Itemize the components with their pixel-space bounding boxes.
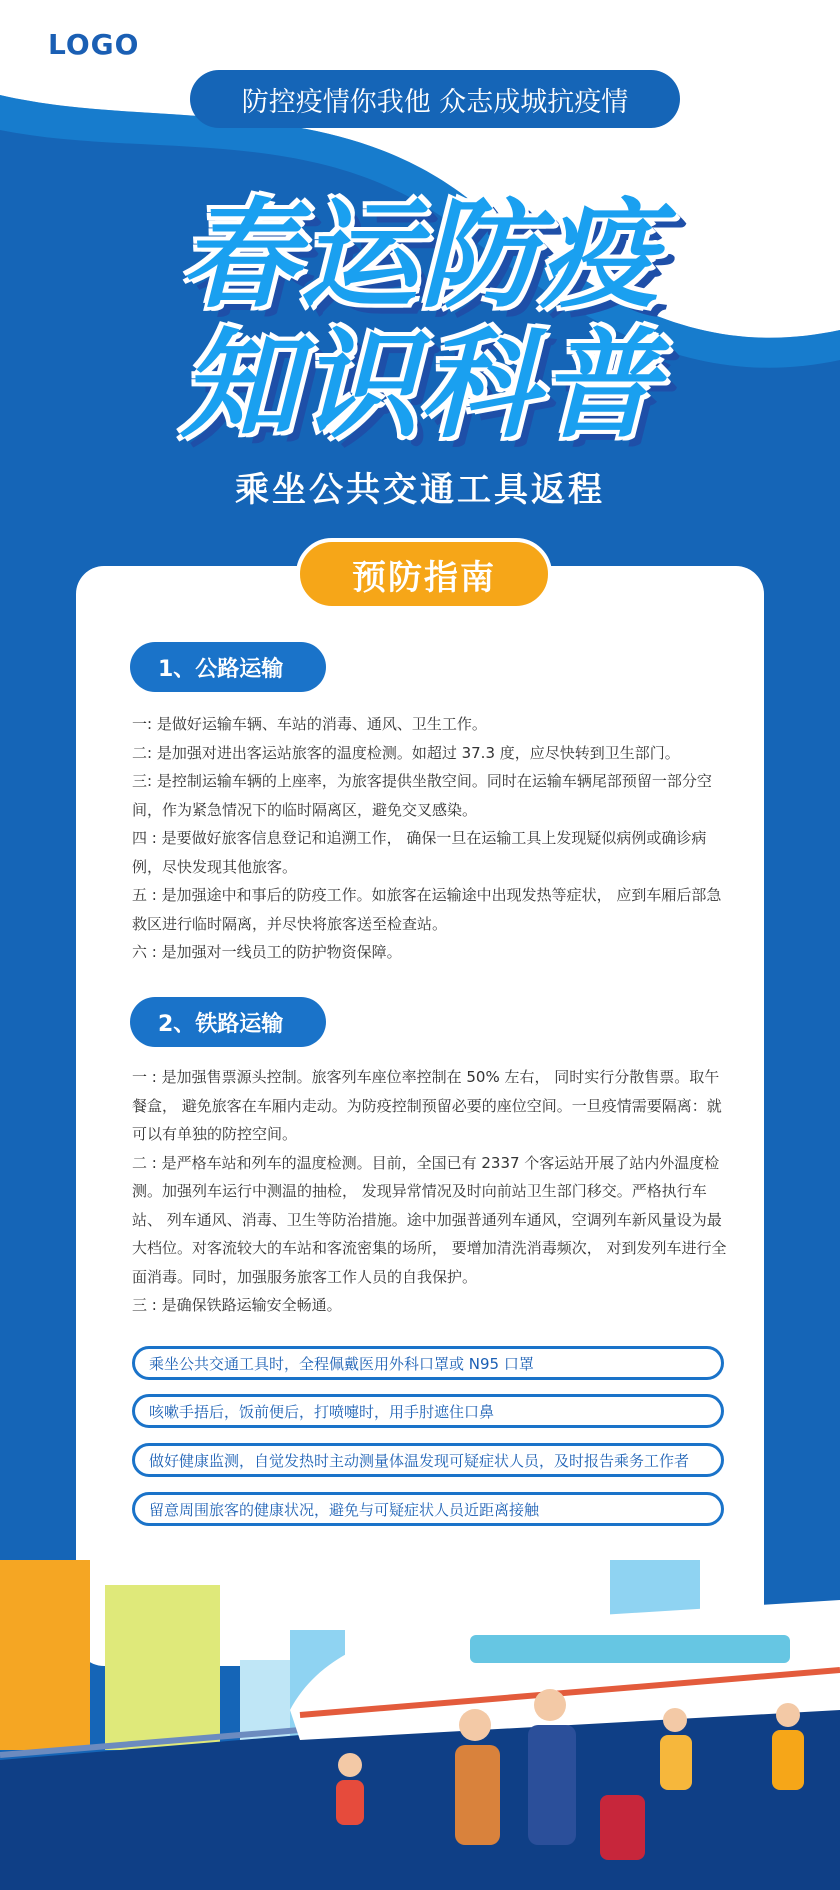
- suitcase: [600, 1795, 645, 1860]
- paragraph: 三 : 是确保铁路运输安全畅通。: [132, 1296, 342, 1314]
- tip-box-cough: 咳嗽手捂后，饭前便后，打喷嚏时，用手肘遮住口鼻: [132, 1394, 724, 1428]
- travel-scene-illustration: [0, 1540, 840, 1890]
- section-body-road: [132, 710, 730, 967]
- tip-box-distance: 留意周围旅客的健康状况，避免与可疑症状人员近距离接触: [132, 1492, 724, 1526]
- guide-label-badge: 预防指南: [296, 538, 552, 610]
- person-man: [534, 1689, 566, 1721]
- paragraph: 五 : 是加强途中和事后的防疫工作。如旅客在运输途中出现发热等症状， 应到车厢后部急救区进行临时隔离，并尽快将旅客送至检查站。: [132, 886, 722, 933]
- person-child: [336, 1780, 364, 1825]
- paragraph: 二 : 是严格车站和列车的温度检测。目前，全国已有 2337 个客运站开展了站内外温度检测。加强列车运行中测温的抽检， 发现异常情况及时向前站卫生部门移交。严格执行车站、 列车通风、消毒、卫生等防治措施。途中加强普通列车通风，空调列车新风量设为最大档位。对客流较大的车站和客流密集的场所， 要增加清洗消毒频次， 对到发列车进行全面消毒。同时，加强服务旅客工作人员的自我保护。: [132, 1153, 727, 1286]
- tip-box-health-monitor: 做好健康监测，自觉发热时主动测量体温发现可疑症状人员，及时报告乘务工作者: [132, 1443, 724, 1477]
- person-woman: [455, 1745, 500, 1845]
- person-traveler: [772, 1730, 804, 1790]
- person-man: [528, 1725, 576, 1845]
- subtitle: 乘坐公共交通工具返程: [235, 470, 605, 510]
- section-heading-railway: 2、铁路运输: [130, 997, 326, 1047]
- paragraph: 四 : 是要做好旅客信息登记和追溯工作， 确保一旦在运输工具上发现疑似病例或确诊病例，尽快发现其他旅客。: [132, 829, 707, 876]
- section-heading-road: 1、公路运输: [130, 642, 326, 692]
- person-child: [338, 1753, 362, 1777]
- logo: LOGO: [48, 28, 140, 61]
- building: [105, 1585, 220, 1750]
- person-traveler: [776, 1703, 800, 1727]
- paragraph: 二: 是加强对进出客运站旅客的温度检测。如超过 37.3 度，应尽快转到卫生部门。: [132, 743, 680, 762]
- paragraph: 一 : 是加强售票源头控制。旅客列车座位率控制在 50% 左右， 同时实行分散售票。取午餐盒， 避免旅客在车厢内走动。为防疫控制预留必要的座位空间。一旦疫情需要隔离：就可以有单独的防控空间。: [132, 1068, 722, 1143]
- building: [0, 1560, 90, 1750]
- section-body-railway: [132, 1063, 730, 1320]
- train-windows: [470, 1635, 790, 1663]
- paragraph: 六 : 是加强对一线员工的防护物资保障。: [132, 943, 402, 961]
- main-title-line-1: 春运防疫: [179, 186, 660, 324]
- slogan-banner: 防控疫情你我他 众志成城抗疫情: [190, 70, 680, 128]
- person-traveler: [660, 1735, 692, 1790]
- person-woman: [459, 1709, 491, 1741]
- tip-box-mask: 乘坐公共交通工具时，全程佩戴医用外科口罩或 N95 口罩: [132, 1346, 724, 1380]
- paragraph: 三: 是控制运输车辆的上座率，为旅客提供坐散空间。同时在运输车辆尾部预留一部分空间，作为紧急情况下的临时隔离区，避免交叉感染。: [132, 772, 712, 819]
- paragraph: 一: 是做好运输车辆、车站的消毒、通风、卫生工作。: [132, 715, 487, 733]
- main-title-line-2: 知识科普: [179, 316, 660, 454]
- person-traveler: [663, 1708, 687, 1732]
